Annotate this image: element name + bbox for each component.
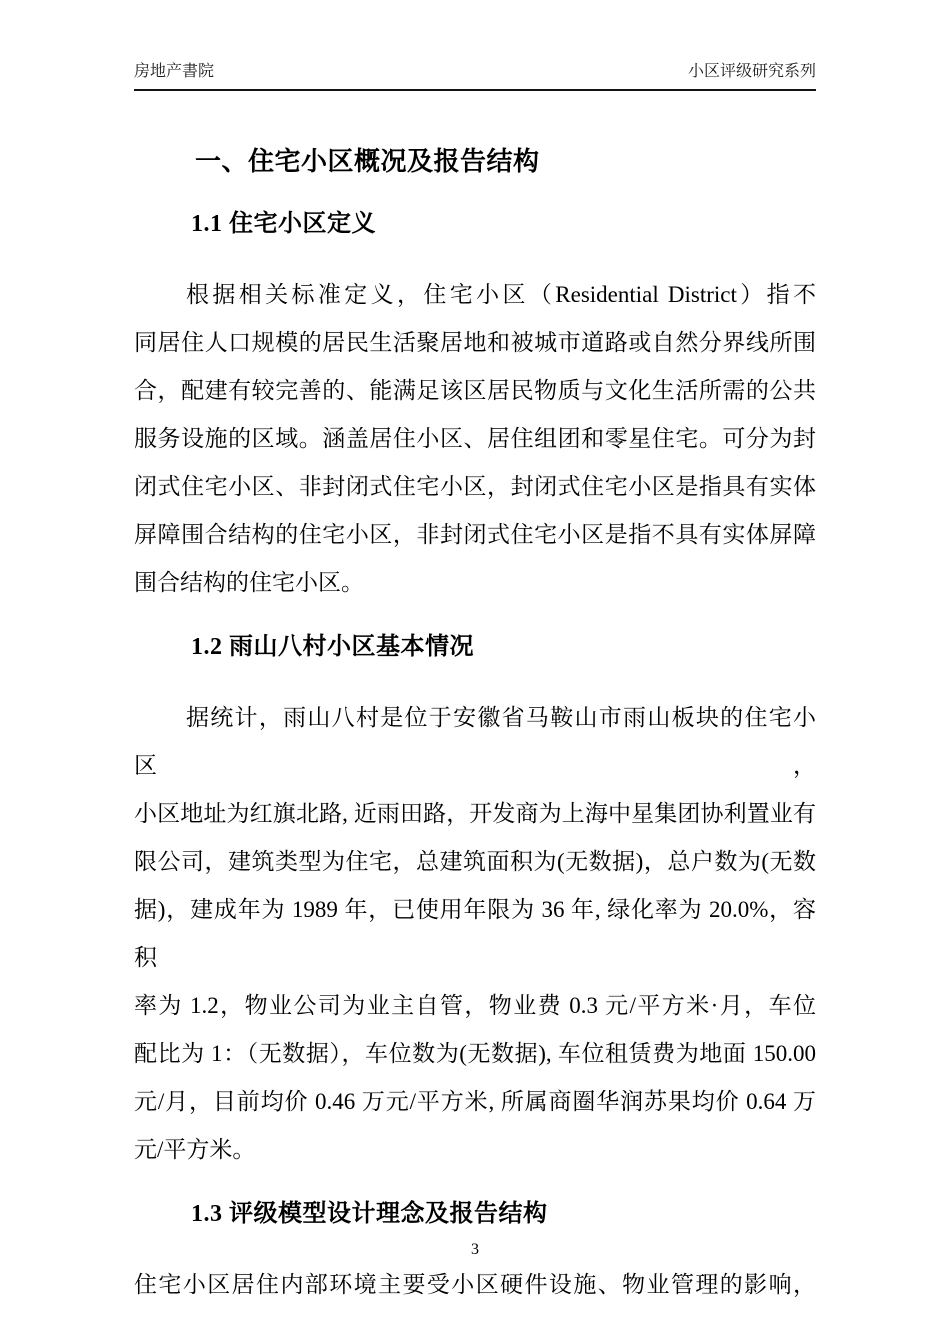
paragraph-line: 元/月，目前均价 0.46 万元/平方米, 所属商圈华润苏果均价 0.64 万 xyxy=(134,1089,816,1114)
paragraph-1-2 xyxy=(134,694,816,1174)
paragraph-line: 配比为 1：（无数据），车位数为(无数据), 车位租赁费为地面 150.00 xyxy=(134,1041,816,1066)
paragraph-line: 根据相关标准定义，住宅小区（Residential District）指不 xyxy=(186,282,816,307)
paragraph-line: 围合结构的住宅小区。 xyxy=(134,570,364,595)
section-heading-1-2: 1.2 雨山八村小区基本情况 xyxy=(191,634,474,660)
chapter-heading: 一、住宅小区概况及报告结构 xyxy=(195,147,540,176)
paragraph-1-3 xyxy=(134,1261,816,1309)
page-header xyxy=(134,0,816,91)
paragraph-line: 小区地址为红旗北路, 近雨田路，开发商为上海中星集团协利置业有 xyxy=(134,801,816,826)
paragraph-line: 元/平方米。 xyxy=(134,1137,256,1162)
header-left-text: 房地产書院 xyxy=(134,63,215,80)
paragraph-line: 合，配建有较完善的、能满足该区居民物质与文化生活所需的公共 xyxy=(134,378,816,403)
document-body xyxy=(134,145,816,1309)
header-right-text: 小区评级研究系列 xyxy=(687,63,816,80)
paragraph-line: 同居住人口规模的居民生活聚居地和被城市道路或自然分界线所围 xyxy=(134,330,816,355)
paragraph-line: 率为 1.2，物业公司为业主自管，物业费 0.3 元/平方米·月，车位 xyxy=(134,993,816,1018)
paragraph-line: 限公司，建筑类型为住宅，总建筑面积为(无数据)，总户数为(无数 xyxy=(134,849,816,874)
page-number: 3 xyxy=(471,1241,479,1258)
paragraph-line: 服务设施的区域。涵盖居住小区、居住组团和零星住宅。可分为封 xyxy=(134,426,816,451)
paragraph-line: 据统计，雨山八村是位于安徽省马鞍山市雨山板块的住宅小区， xyxy=(134,705,816,778)
paragraph-line: 据)，建成年为 1989 年，已使用年限为 36 年, 绿化率为 20.0%，容积 xyxy=(134,897,816,970)
paragraph-1-1 xyxy=(134,271,816,607)
paragraph-line: 闭式住宅小区、非封闭式住宅小区，封闭式住宅小区是指具有实体 xyxy=(134,474,816,499)
paragraph-line: 住宅小区居住内部环境主要受小区硬件设施、物业管理的影响， xyxy=(134,1272,816,1297)
section-heading-1-3: 1.3 评级模型设计理念及报告结构 xyxy=(191,1201,548,1227)
paragraph-line: 屏障围合结构的住宅小区，非封闭式住宅小区是指不具有实体屏障 xyxy=(134,522,816,547)
page-footer xyxy=(0,1240,950,1260)
section-heading-1-1: 1.1 住宅小区定义 xyxy=(191,211,376,237)
